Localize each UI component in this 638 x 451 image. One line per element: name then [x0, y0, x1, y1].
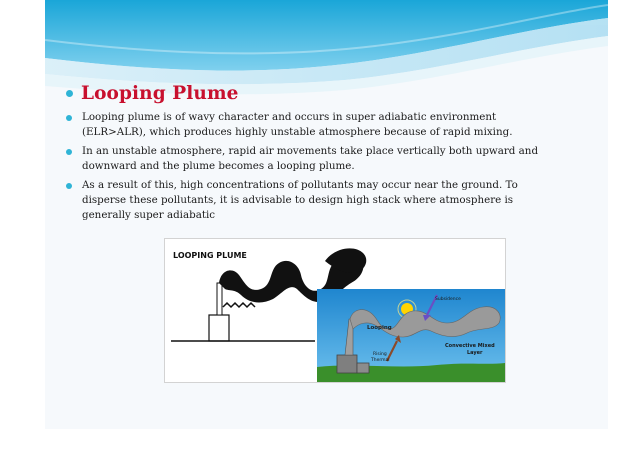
slide-title-row	[66, 80, 239, 106]
bullet-icon	[66, 149, 72, 155]
bullet-icon	[66, 115, 72, 121]
rising-thermal-label-2: Thermal	[371, 358, 390, 363]
bullet-list	[66, 110, 546, 227]
bullet-text: Looping plume is of wavy character and occurs in super adiabatic environment (ELR>ALR), which produces highly unstable atmosphere because of rapid mixing.	[82, 111, 513, 138]
color-plume-diagram	[317, 289, 505, 382]
bullet-point	[66, 110, 546, 140]
subsidence-label: Subsidence	[435, 297, 461, 302]
convective-layer-label-2: Layer	[467, 350, 483, 356]
bullet-text: As a result of this, high concentrations of pollutants may occur near the ground. To disperse these pollutants, it is advisable to design high stack where atmosphere is generally super adiabatic	[82, 179, 518, 221]
bullet-text: In an unstable atmosphere, rapid air movements take place vertically both upward and downward and the plume becomes a looping plume.	[82, 145, 539, 172]
looping-label: Looping	[367, 325, 392, 331]
slide-title: Looping Plume	[81, 82, 239, 104]
looping-plume-figure	[164, 238, 506, 383]
bullet-point	[66, 144, 546, 174]
bullet-icon	[66, 183, 72, 189]
bullet-icon	[66, 90, 73, 97]
bw-diagram-label: LOOPING PLUME	[173, 251, 247, 260]
convective-layer-label-1: Convective Mixed	[445, 343, 495, 349]
bullet-point	[66, 178, 546, 223]
rising-thermal-label-1: Rising	[373, 352, 387, 357]
